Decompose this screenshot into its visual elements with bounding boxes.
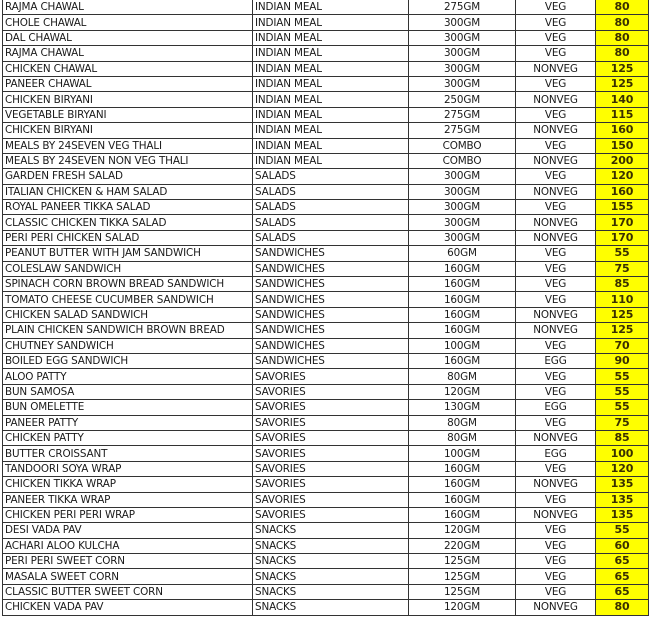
menu-row <box>3 430 649 445</box>
quantity-cell: 100GM <box>409 446 516 461</box>
menu-row <box>3 107 649 122</box>
food-type-cell: NONVEG <box>516 477 596 492</box>
item-name-cell: ACHARI ALOO KULCHA <box>3 538 253 553</box>
food-type-cell: NONVEG <box>516 600 596 615</box>
menu-row <box>3 0 649 15</box>
quantity-cell: 80GM <box>409 369 516 384</box>
menu-row <box>3 246 649 261</box>
category-cell: SNACKS <box>253 554 409 569</box>
price-cell: 120 <box>596 169 649 184</box>
quantity-cell: 160GM <box>409 492 516 507</box>
category-cell: INDIAN MEAL <box>253 138 409 153</box>
quantity-cell: 60GM <box>409 246 516 261</box>
quantity-cell: 275GM <box>409 107 516 122</box>
category-cell: SANDWICHES <box>253 353 409 368</box>
food-type-cell: NONVEG <box>516 123 596 138</box>
item-name-cell: ITALIAN CHICKEN & HAM SALAD <box>3 184 253 199</box>
item-name-cell: PANEER CHAWAL <box>3 76 253 91</box>
price-cell: 55 <box>596 523 649 538</box>
item-name-cell: CHICKEN TIKKA WRAP <box>3 477 253 492</box>
item-name-cell: BOILED EGG SANDWICH <box>3 353 253 368</box>
price-cell: 70 <box>596 338 649 353</box>
category-cell: SALADS <box>253 230 409 245</box>
menu-row <box>3 230 649 245</box>
price-cell: 100 <box>596 446 649 461</box>
price-cell: 125 <box>596 307 649 322</box>
item-name-cell: SPINACH CORN BROWN BREAD SANDWICH <box>3 277 253 292</box>
food-type-cell: NONVEG <box>516 153 596 168</box>
menu-row <box>3 61 649 76</box>
item-name-cell: CHICKEN VADA PAV <box>3 600 253 615</box>
item-name-cell: RAJMA CHAWAL <box>3 0 253 15</box>
price-cell: 80 <box>596 600 649 615</box>
quantity-cell: 160GM <box>409 307 516 322</box>
category-cell: SANDWICHES <box>253 261 409 276</box>
price-cell: 55 <box>596 384 649 399</box>
menu-row <box>3 415 649 430</box>
food-type-cell: VEG <box>516 107 596 122</box>
category-cell: INDIAN MEAL <box>253 15 409 30</box>
menu-row <box>3 92 649 107</box>
item-name-cell: BUN SAMOSA <box>3 384 253 399</box>
price-cell: 90 <box>596 353 649 368</box>
category-cell: SNACKS <box>253 600 409 615</box>
food-type-cell: VEG <box>516 415 596 430</box>
quantity-cell: 130GM <box>409 400 516 415</box>
category-cell: SAVORIES <box>253 461 409 476</box>
food-type-cell: NONVEG <box>516 215 596 230</box>
category-cell: SAVORIES <box>253 507 409 522</box>
category-cell: SAVORIES <box>253 492 409 507</box>
category-cell: SAVORIES <box>253 477 409 492</box>
food-type-cell: EGG <box>516 400 596 415</box>
food-type-cell: VEG <box>516 523 596 538</box>
quantity-cell: COMBO <box>409 153 516 168</box>
price-cell: 65 <box>596 584 649 599</box>
item-name-cell: COLESLAW SANDWICH <box>3 261 253 276</box>
category-cell: SALADS <box>253 200 409 215</box>
category-cell: SNACKS <box>253 538 409 553</box>
category-cell: INDIAN MEAL <box>253 76 409 91</box>
price-cell: 75 <box>596 261 649 276</box>
price-cell: 55 <box>596 400 649 415</box>
food-type-cell: NONVEG <box>516 184 596 199</box>
price-cell: 125 <box>596 61 649 76</box>
category-cell: SALADS <box>253 215 409 230</box>
food-type-cell: NONVEG <box>516 307 596 322</box>
quantity-cell: 160GM <box>409 477 516 492</box>
food-type-cell: NONVEG <box>516 61 596 76</box>
quantity-cell: 160GM <box>409 461 516 476</box>
food-type-cell: VEG <box>516 461 596 476</box>
food-type-cell: VEG <box>516 138 596 153</box>
food-type-cell: NONVEG <box>516 92 596 107</box>
quantity-cell: 300GM <box>409 46 516 61</box>
category-cell: SAVORIES <box>253 400 409 415</box>
price-cell: 160 <box>596 184 649 199</box>
quantity-cell: 80GM <box>409 415 516 430</box>
menu-row <box>3 123 649 138</box>
menu-row <box>3 46 649 61</box>
price-cell: 155 <box>596 200 649 215</box>
price-cell: 60 <box>596 538 649 553</box>
item-name-cell: BUN OMELETTE <box>3 400 253 415</box>
food-type-cell: VEG <box>516 169 596 184</box>
item-name-cell: TOMATO CHEESE CUCUMBER SANDWICH <box>3 292 253 307</box>
quantity-cell: 80GM <box>409 430 516 445</box>
price-cell: 80 <box>596 46 649 61</box>
item-name-cell: CHICKEN BIRYANI <box>3 123 253 138</box>
food-type-cell: NONVEG <box>516 323 596 338</box>
item-name-cell: MEALS BY 24SEVEN VEG THALI <box>3 138 253 153</box>
price-cell: 140 <box>596 92 649 107</box>
item-name-cell: BUTTER CROISSANT <box>3 446 253 461</box>
food-type-cell: VEG <box>516 261 596 276</box>
price-cell: 65 <box>596 554 649 569</box>
category-cell: SANDWICHES <box>253 307 409 322</box>
item-name-cell: PEANUT BUTTER WITH JAM SANDWICH <box>3 246 253 261</box>
item-name-cell: RAJMA CHAWAL <box>3 46 253 61</box>
category-cell: SAVORIES <box>253 446 409 461</box>
price-cell: 75 <box>596 415 649 430</box>
price-cell: 55 <box>596 369 649 384</box>
food-type-cell: VEG <box>516 569 596 584</box>
food-type-cell: NONVEG <box>516 230 596 245</box>
quantity-cell: 160GM <box>409 261 516 276</box>
menu-row <box>3 200 649 215</box>
category-cell: INDIAN MEAL <box>253 153 409 168</box>
quantity-cell: 300GM <box>409 30 516 45</box>
quantity-cell: 300GM <box>409 76 516 91</box>
price-cell: 170 <box>596 230 649 245</box>
quantity-cell: 125GM <box>409 569 516 584</box>
menu-row <box>3 538 649 553</box>
food-type-cell: VEG <box>516 369 596 384</box>
category-cell: INDIAN MEAL <box>253 123 409 138</box>
item-name-cell: CHICKEN BIRYANI <box>3 92 253 107</box>
category-cell: SANDWICHES <box>253 246 409 261</box>
food-type-cell: EGG <box>516 353 596 368</box>
item-name-cell: MASALA SWEET CORN <box>3 569 253 584</box>
food-type-cell: NONVEG <box>516 430 596 445</box>
menu-row <box>3 323 649 338</box>
food-type-cell: VEG <box>516 200 596 215</box>
quantity-cell: 300GM <box>409 215 516 230</box>
price-cell: 150 <box>596 138 649 153</box>
category-cell: INDIAN MEAL <box>253 107 409 122</box>
quantity-cell: 160GM <box>409 323 516 338</box>
menu-row <box>3 369 649 384</box>
item-name-cell: PLAIN CHICKEN SANDWICH BROWN BREAD <box>3 323 253 338</box>
item-name-cell: GARDEN FRESH SALAD <box>3 169 253 184</box>
quantity-cell: 300GM <box>409 15 516 30</box>
menu-row <box>3 76 649 91</box>
category-cell: SANDWICHES <box>253 323 409 338</box>
price-cell: 135 <box>596 477 649 492</box>
quantity-cell: 120GM <box>409 384 516 399</box>
price-cell: 80 <box>596 0 649 15</box>
item-name-cell: PANEER PATTY <box>3 415 253 430</box>
menu-row <box>3 261 649 276</box>
category-cell: SAVORIES <box>253 415 409 430</box>
item-name-cell: CHUTNEY SANDWICH <box>3 338 253 353</box>
price-cell: 125 <box>596 76 649 91</box>
price-cell: 135 <box>596 507 649 522</box>
menu-row <box>3 138 649 153</box>
menu-row <box>3 215 649 230</box>
quantity-cell: 160GM <box>409 277 516 292</box>
quantity-cell: 250GM <box>409 92 516 107</box>
category-cell: SNACKS <box>253 523 409 538</box>
item-name-cell: MEALS BY 24SEVEN NON VEG THALI <box>3 153 253 168</box>
menu-row <box>3 307 649 322</box>
food-type-cell: VEG <box>516 584 596 599</box>
category-cell: INDIAN MEAL <box>253 46 409 61</box>
item-name-cell: VEGETABLE BIRYANI <box>3 107 253 122</box>
menu-row <box>3 184 649 199</box>
price-cell: 170 <box>596 215 649 230</box>
food-type-cell: VEG <box>516 338 596 353</box>
price-cell: 120 <box>596 461 649 476</box>
menu-row <box>3 584 649 599</box>
quantity-cell: 120GM <box>409 600 516 615</box>
food-type-cell: VEG <box>516 76 596 91</box>
category-cell: SANDWICHES <box>253 292 409 307</box>
menu-table-body <box>3 0 649 615</box>
item-name-cell: TANDOORI SOYA WRAP <box>3 461 253 476</box>
item-name-cell: PANEER TIKKA WRAP <box>3 492 253 507</box>
food-type-cell: VEG <box>516 538 596 553</box>
quantity-cell: 300GM <box>409 61 516 76</box>
price-cell: 80 <box>596 15 649 30</box>
menu-row <box>3 492 649 507</box>
food-type-cell: VEG <box>516 384 596 399</box>
menu-row <box>3 153 649 168</box>
menu-row <box>3 446 649 461</box>
price-cell: 65 <box>596 569 649 584</box>
food-type-cell: VEG <box>516 492 596 507</box>
item-name-cell: CHICKEN PERI PERI WRAP <box>3 507 253 522</box>
category-cell: SANDWICHES <box>253 277 409 292</box>
price-cell: 115 <box>596 107 649 122</box>
quantity-cell: 300GM <box>409 169 516 184</box>
item-name-cell: CHOLE CHAWAL <box>3 15 253 30</box>
quantity-cell: 300GM <box>409 230 516 245</box>
item-name-cell: CHICKEN PATTY <box>3 430 253 445</box>
menu-row <box>3 569 649 584</box>
category-cell: SANDWICHES <box>253 338 409 353</box>
menu-row <box>3 507 649 522</box>
menu-row <box>3 384 649 399</box>
category-cell: SAVORIES <box>253 430 409 445</box>
food-type-cell: VEG <box>516 46 596 61</box>
food-type-cell: VEG <box>516 292 596 307</box>
item-name-cell: DAL CHAWAL <box>3 30 253 45</box>
price-cell: 55 <box>596 246 649 261</box>
food-type-cell: EGG <box>516 446 596 461</box>
menu-row <box>3 338 649 353</box>
item-name-cell: PERI PERI SWEET CORN <box>3 554 253 569</box>
price-cell: 200 <box>596 153 649 168</box>
price-cell: 85 <box>596 277 649 292</box>
menu-row <box>3 600 649 615</box>
menu-row <box>3 15 649 30</box>
item-name-cell: DESI VADA PAV <box>3 523 253 538</box>
item-name-cell: PERI PERI CHICKEN SALAD <box>3 230 253 245</box>
food-type-cell: VEG <box>516 246 596 261</box>
menu-row <box>3 554 649 569</box>
food-type-cell: VEG <box>516 554 596 569</box>
menu-row <box>3 292 649 307</box>
category-cell: SAVORIES <box>253 384 409 399</box>
quantity-cell: COMBO <box>409 138 516 153</box>
menu-row <box>3 169 649 184</box>
price-cell: 110 <box>596 292 649 307</box>
category-cell: SALADS <box>253 184 409 199</box>
price-cell: 80 <box>596 30 649 45</box>
food-type-cell: VEG <box>516 15 596 30</box>
food-type-cell: NONVEG <box>516 507 596 522</box>
menu-row <box>3 400 649 415</box>
item-name-cell: ROYAL PANEER TIKKA SALAD <box>3 200 253 215</box>
price-cell: 85 <box>596 430 649 445</box>
price-cell: 135 <box>596 492 649 507</box>
quantity-cell: 300GM <box>409 200 516 215</box>
category-cell: INDIAN MEAL <box>253 92 409 107</box>
menu-price-table <box>2 0 649 616</box>
item-name-cell: ALOO PATTY <box>3 369 253 384</box>
menu-row <box>3 477 649 492</box>
quantity-cell: 160GM <box>409 292 516 307</box>
category-cell: INDIAN MEAL <box>253 61 409 76</box>
quantity-cell: 220GM <box>409 538 516 553</box>
menu-row <box>3 277 649 292</box>
category-cell: INDIAN MEAL <box>253 0 409 15</box>
item-name-cell: CHICKEN CHAWAL <box>3 61 253 76</box>
category-cell: INDIAN MEAL <box>253 30 409 45</box>
item-name-cell: CLASSIC CHICKEN TIKKA SALAD <box>3 215 253 230</box>
quantity-cell: 275GM <box>409 123 516 138</box>
quantity-cell: 100GM <box>409 338 516 353</box>
quantity-cell: 300GM <box>409 184 516 199</box>
food-type-cell: VEG <box>516 30 596 45</box>
quantity-cell: 160GM <box>409 353 516 368</box>
price-cell: 160 <box>596 123 649 138</box>
menu-row <box>3 523 649 538</box>
menu-row <box>3 353 649 368</box>
quantity-cell: 120GM <box>409 523 516 538</box>
category-cell: SAVORIES <box>253 369 409 384</box>
quantity-cell: 275GM <box>409 0 516 15</box>
category-cell: SNACKS <box>253 584 409 599</box>
food-type-cell: VEG <box>516 0 596 15</box>
quantity-cell: 125GM <box>409 584 516 599</box>
item-name-cell: CHICKEN SALAD SANDWICH <box>3 307 253 322</box>
quantity-cell: 125GM <box>409 554 516 569</box>
menu-row <box>3 30 649 45</box>
category-cell: SNACKS <box>253 569 409 584</box>
price-cell: 125 <box>596 323 649 338</box>
item-name-cell: CLASSIC BUTTER SWEET CORN <box>3 584 253 599</box>
food-type-cell: VEG <box>516 277 596 292</box>
category-cell: SALADS <box>253 169 409 184</box>
menu-row <box>3 461 649 476</box>
quantity-cell: 160GM <box>409 507 516 522</box>
